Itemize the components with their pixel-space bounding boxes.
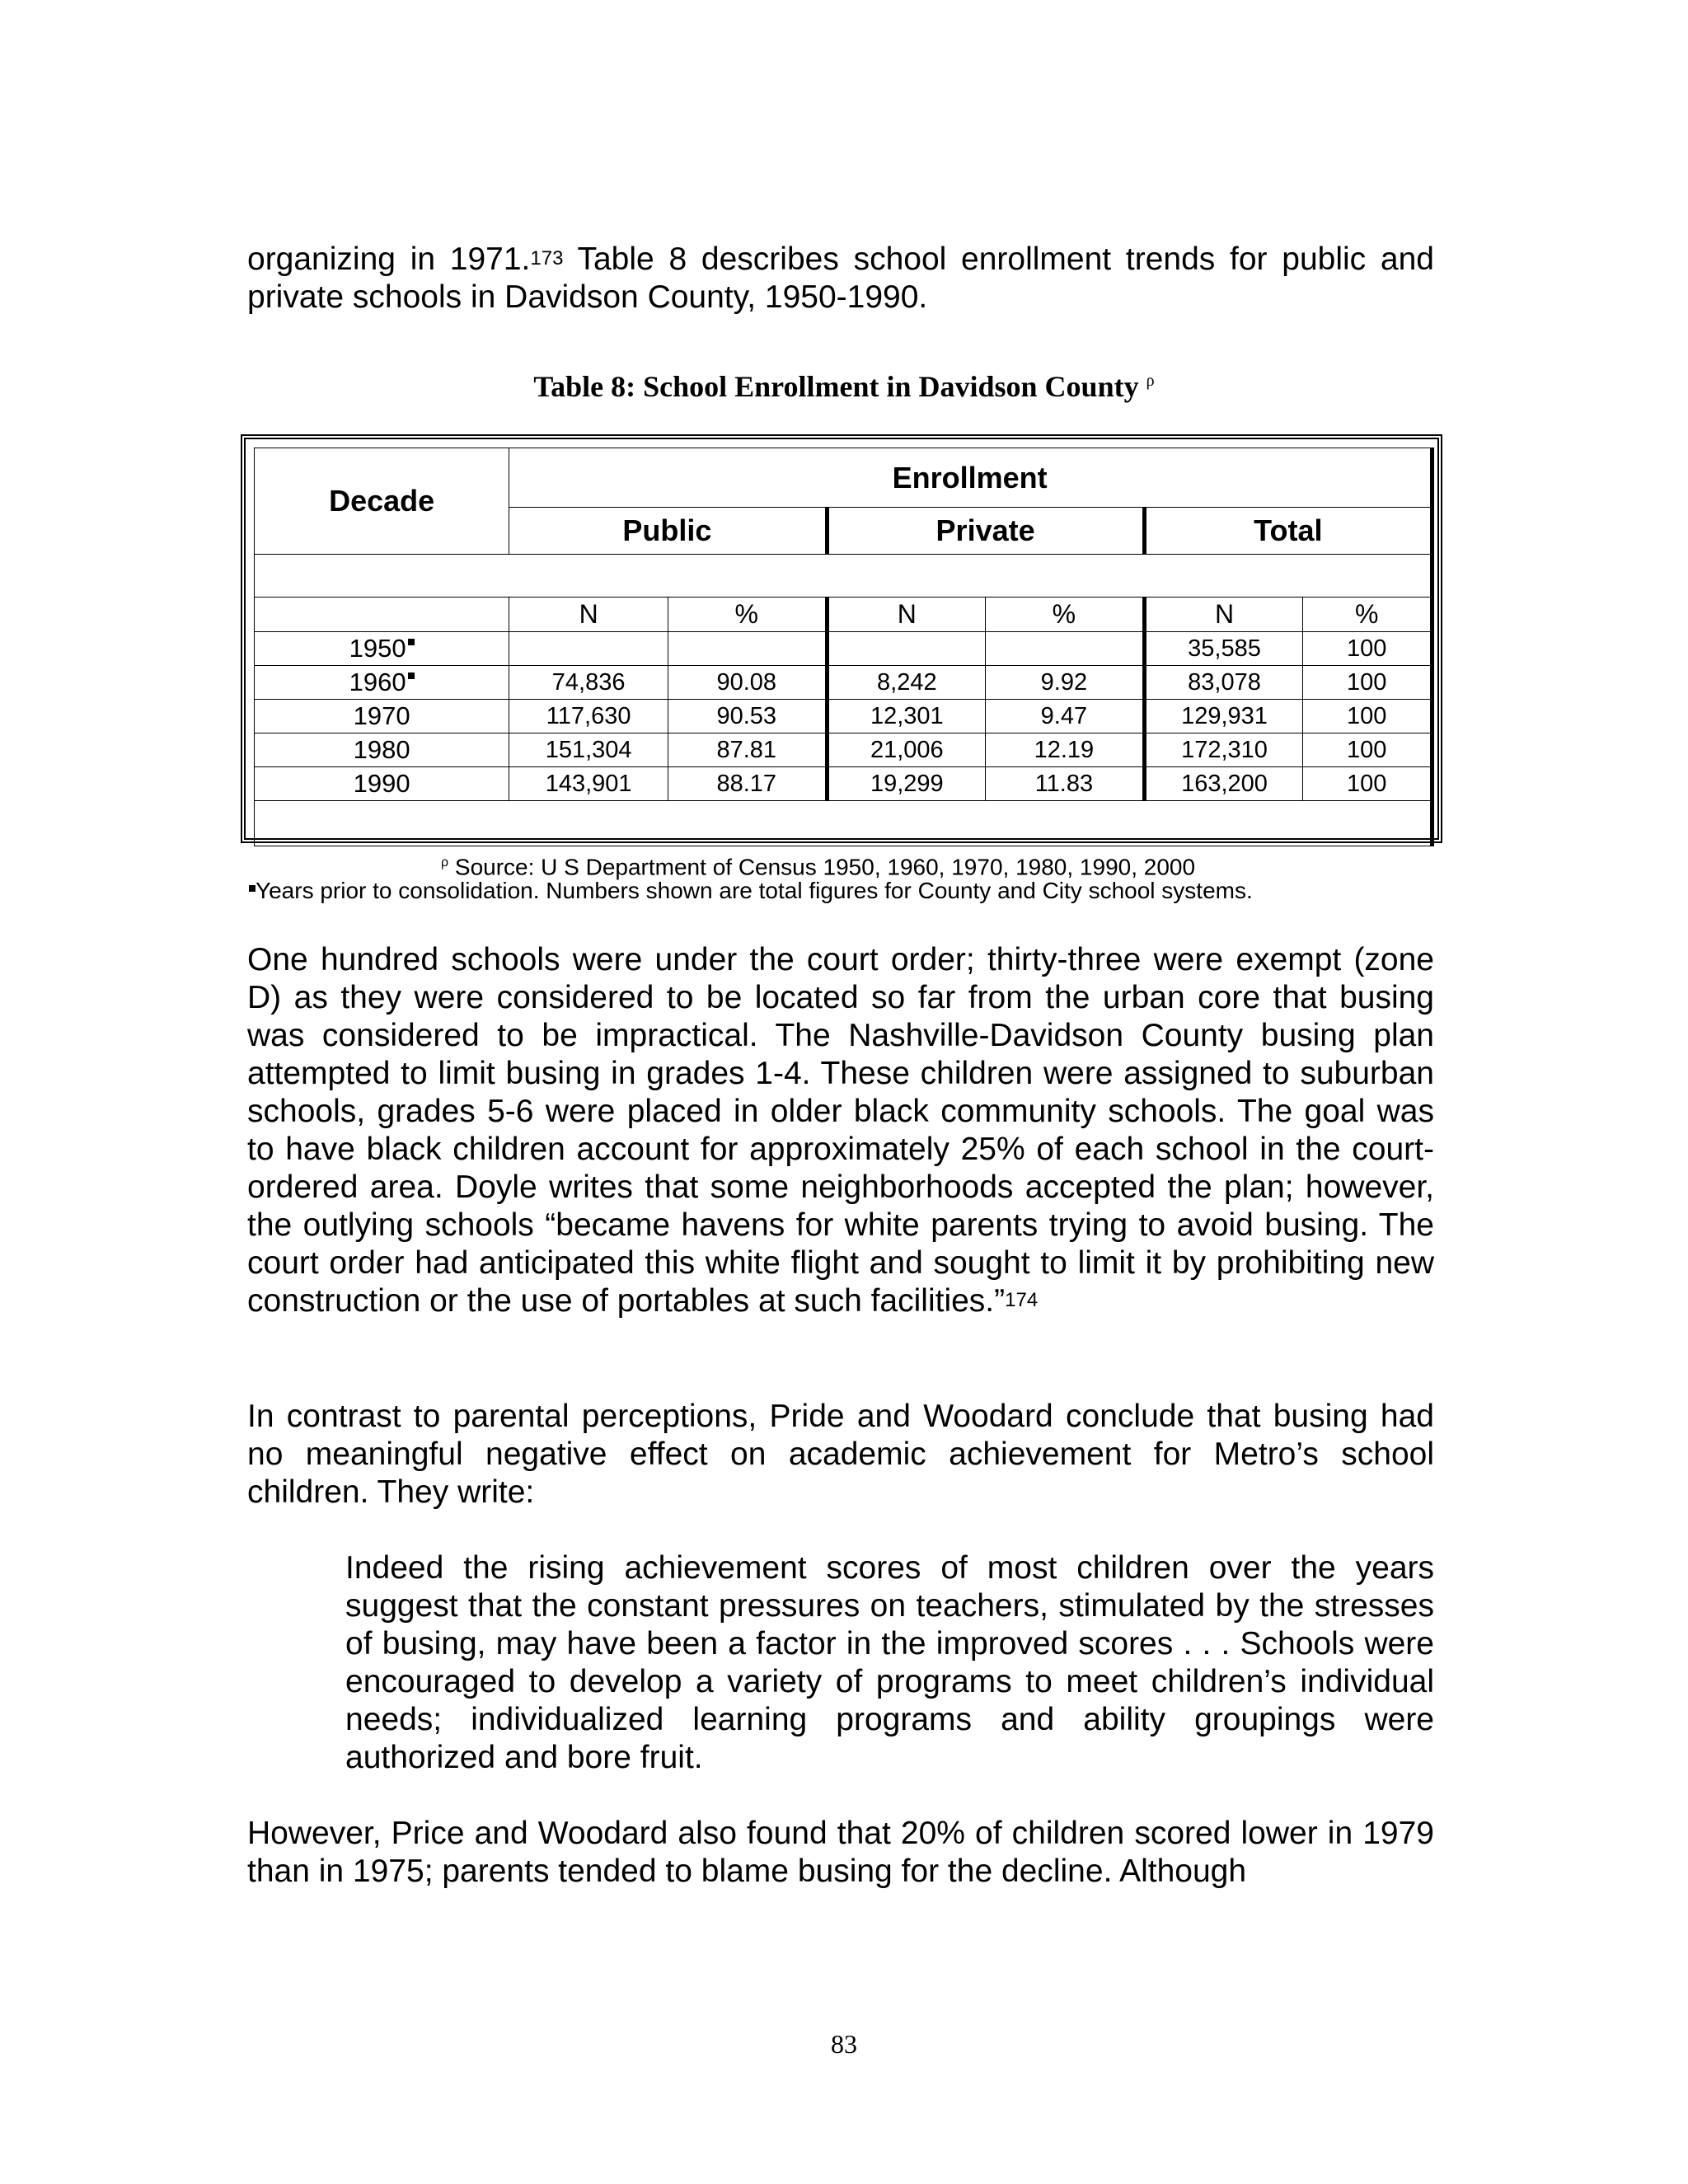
- cell-pub-pct: 88.17: [668, 767, 827, 801]
- sub-empty: [255, 598, 509, 632]
- cell-pub-n: 117,630: [509, 700, 668, 733]
- cell-pub-n: 143,901: [509, 767, 668, 801]
- sub-total-pct: %: [1303, 598, 1432, 632]
- header-decade: Decade: [255, 448, 509, 555]
- table-caption-text: Table 8: School Enrollment in Davidson County: [533, 370, 1139, 403]
- cell-tot-n: 172,310: [1144, 733, 1303, 767]
- intro-text-1: organizing in 1971.: [247, 241, 531, 277]
- row-year-text: 1950: [349, 634, 406, 663]
- cell-tot-pct: 100: [1303, 733, 1432, 767]
- cell-pub-pct: 87.81: [668, 733, 827, 767]
- cell-priv-n: 19,299: [827, 767, 986, 801]
- cell-priv-n: 12,301: [827, 700, 986, 733]
- square-bullet-icon: [408, 673, 415, 679]
- source-mark: ρ: [441, 855, 449, 869]
- row-year: [255, 733, 509, 767]
- row-year-text: 1960: [349, 668, 406, 696]
- caption-source-mark: ρ: [1146, 372, 1155, 390]
- table-row: [255, 733, 1432, 767]
- row-year: [255, 632, 509, 666]
- cell-pub-n: 74,836: [509, 666, 668, 700]
- square-bullet-icon: [408, 639, 415, 645]
- block-quote-text: Indeed the rising achievement scores of most children over the years suggest that the constant pressures on teachers, stimulated by the stresses of busing, may have been a factor in the improved scores . . . Schools were encouraged to develop a variety of programs to meet children’s individual needs; individualized learning programs and ability groupings were authorized and bore fruit.: [345, 1550, 1434, 1775]
- cell-priv-pct: [986, 632, 1145, 666]
- header-enrollment: Enrollment: [509, 448, 1432, 508]
- sub-total-n: N: [1144, 598, 1303, 632]
- cell-pub-n: 151,304: [509, 733, 668, 767]
- cell-pub-pct: 90.53: [668, 700, 827, 733]
- table-row: [255, 666, 1432, 700]
- row-year-text: 1980: [353, 735, 410, 764]
- paragraph-scores: [247, 1815, 1434, 1891]
- intro-text-2: Table 8 describes school enrollment trends for public and private schools in Davidson County, 1950-1990.: [247, 241, 1434, 315]
- source-text: Source: U S Department of Census 1950, 1960, 1970, 1980, 1990, 2000: [448, 854, 1196, 880]
- paragraph-achievement: [247, 1398, 1434, 1511]
- cell-tot-pct: 100: [1303, 666, 1432, 700]
- paragraph-scores-text: However, Price and Woodard also found that 20% of children scored lower in 1979 than in 1975; parents tended to blame busing for the decline. Although: [247, 1816, 1434, 1889]
- page-number: 83: [831, 2029, 857, 2059]
- cell-tot-pct: 100: [1303, 632, 1432, 666]
- spacer-row: [255, 555, 1432, 598]
- bottom-spacer-row: [255, 801, 1432, 846]
- row-year: [255, 700, 509, 733]
- cell-priv-pct: 11.83: [986, 767, 1145, 801]
- block-quote: [345, 1549, 1434, 1777]
- footnote-ref-174: 174: [1005, 1289, 1039, 1311]
- sub-public-n: N: [509, 598, 668, 632]
- header-private: Private: [827, 508, 1144, 555]
- row-year: [255, 767, 509, 801]
- cell-tot-pct: 100: [1303, 767, 1432, 801]
- cell-priv-pct: 12.19: [986, 733, 1145, 767]
- row-year-text: 1990: [353, 769, 410, 798]
- header-total: Total: [1144, 508, 1432, 555]
- footnote-ref-173: 173: [530, 247, 564, 269]
- paragraph-busing-plan-text: One hundred schools were under the court order; thirty-three were exempt (zone D) as they were considered to be located so far from the urban core that busing was considered to be impractical. The Nashville-Davidson County busing plan attempted to limit busing in grades 1-4. These children were assigned to suburban schools, grades 5-6 were placed in older black community schools. The goal was to have black children account for approximately 25% of each school in the court-ordered area. Doyle writes that some neighborhoods accepted the plan; however, the outlying schools “became havens for white parents trying to avoid busing. The court order had anticipated this white flight and sought to limit it by prohibiting new construction or the use of portables at such facilities.”: [247, 942, 1434, 1319]
- sub-public-pct: %: [668, 598, 827, 632]
- sub-private-n: N: [827, 598, 986, 632]
- cell-pub-pct: [668, 632, 827, 666]
- row-year: [255, 666, 509, 700]
- cell-tot-pct: 100: [1303, 700, 1432, 733]
- years-note: [247, 877, 1253, 905]
- paragraph-busing-plan: [247, 941, 1434, 1320]
- cell-priv-n: 21,006: [827, 733, 986, 767]
- row-year-text: 1970: [353, 701, 410, 730]
- cell-pub-pct: 90.08: [668, 666, 827, 700]
- table-row: [255, 700, 1432, 733]
- years-note-text: Years prior to consolidation. Numbers shown are total figures for County and City school systems.: [256, 878, 1253, 903]
- cell-tot-n: 35,585: [1144, 632, 1303, 666]
- cell-tot-n: 129,931: [1144, 700, 1303, 733]
- cell-priv-pct: 9.92: [986, 666, 1145, 700]
- table-row: [255, 632, 1432, 666]
- cell-tot-n: 83,078: [1144, 666, 1303, 700]
- paragraph-achievement-text: In contrast to parental perceptions, Pride and Woodard conclude that busing had no meaningful negative effect on academic achievement for Metro’s school children. They write:: [247, 1399, 1434, 1510]
- cell-priv-n: [827, 632, 986, 666]
- sub-private-pct: %: [986, 598, 1145, 632]
- cell-pub-n: [509, 632, 668, 666]
- header-public: Public: [509, 508, 827, 555]
- intro-paragraph: [247, 241, 1434, 316]
- cell-tot-n: 163,200: [1144, 767, 1303, 801]
- enrollment-table: [254, 448, 1434, 846]
- enrollment-table-frame: [241, 434, 1442, 843]
- table-caption: [0, 363, 1688, 405]
- cell-priv-pct: 9.47: [986, 700, 1145, 733]
- square-bullet-icon: [249, 885, 256, 892]
- table-row: [255, 767, 1432, 801]
- cell-priv-n: 8,242: [827, 666, 986, 700]
